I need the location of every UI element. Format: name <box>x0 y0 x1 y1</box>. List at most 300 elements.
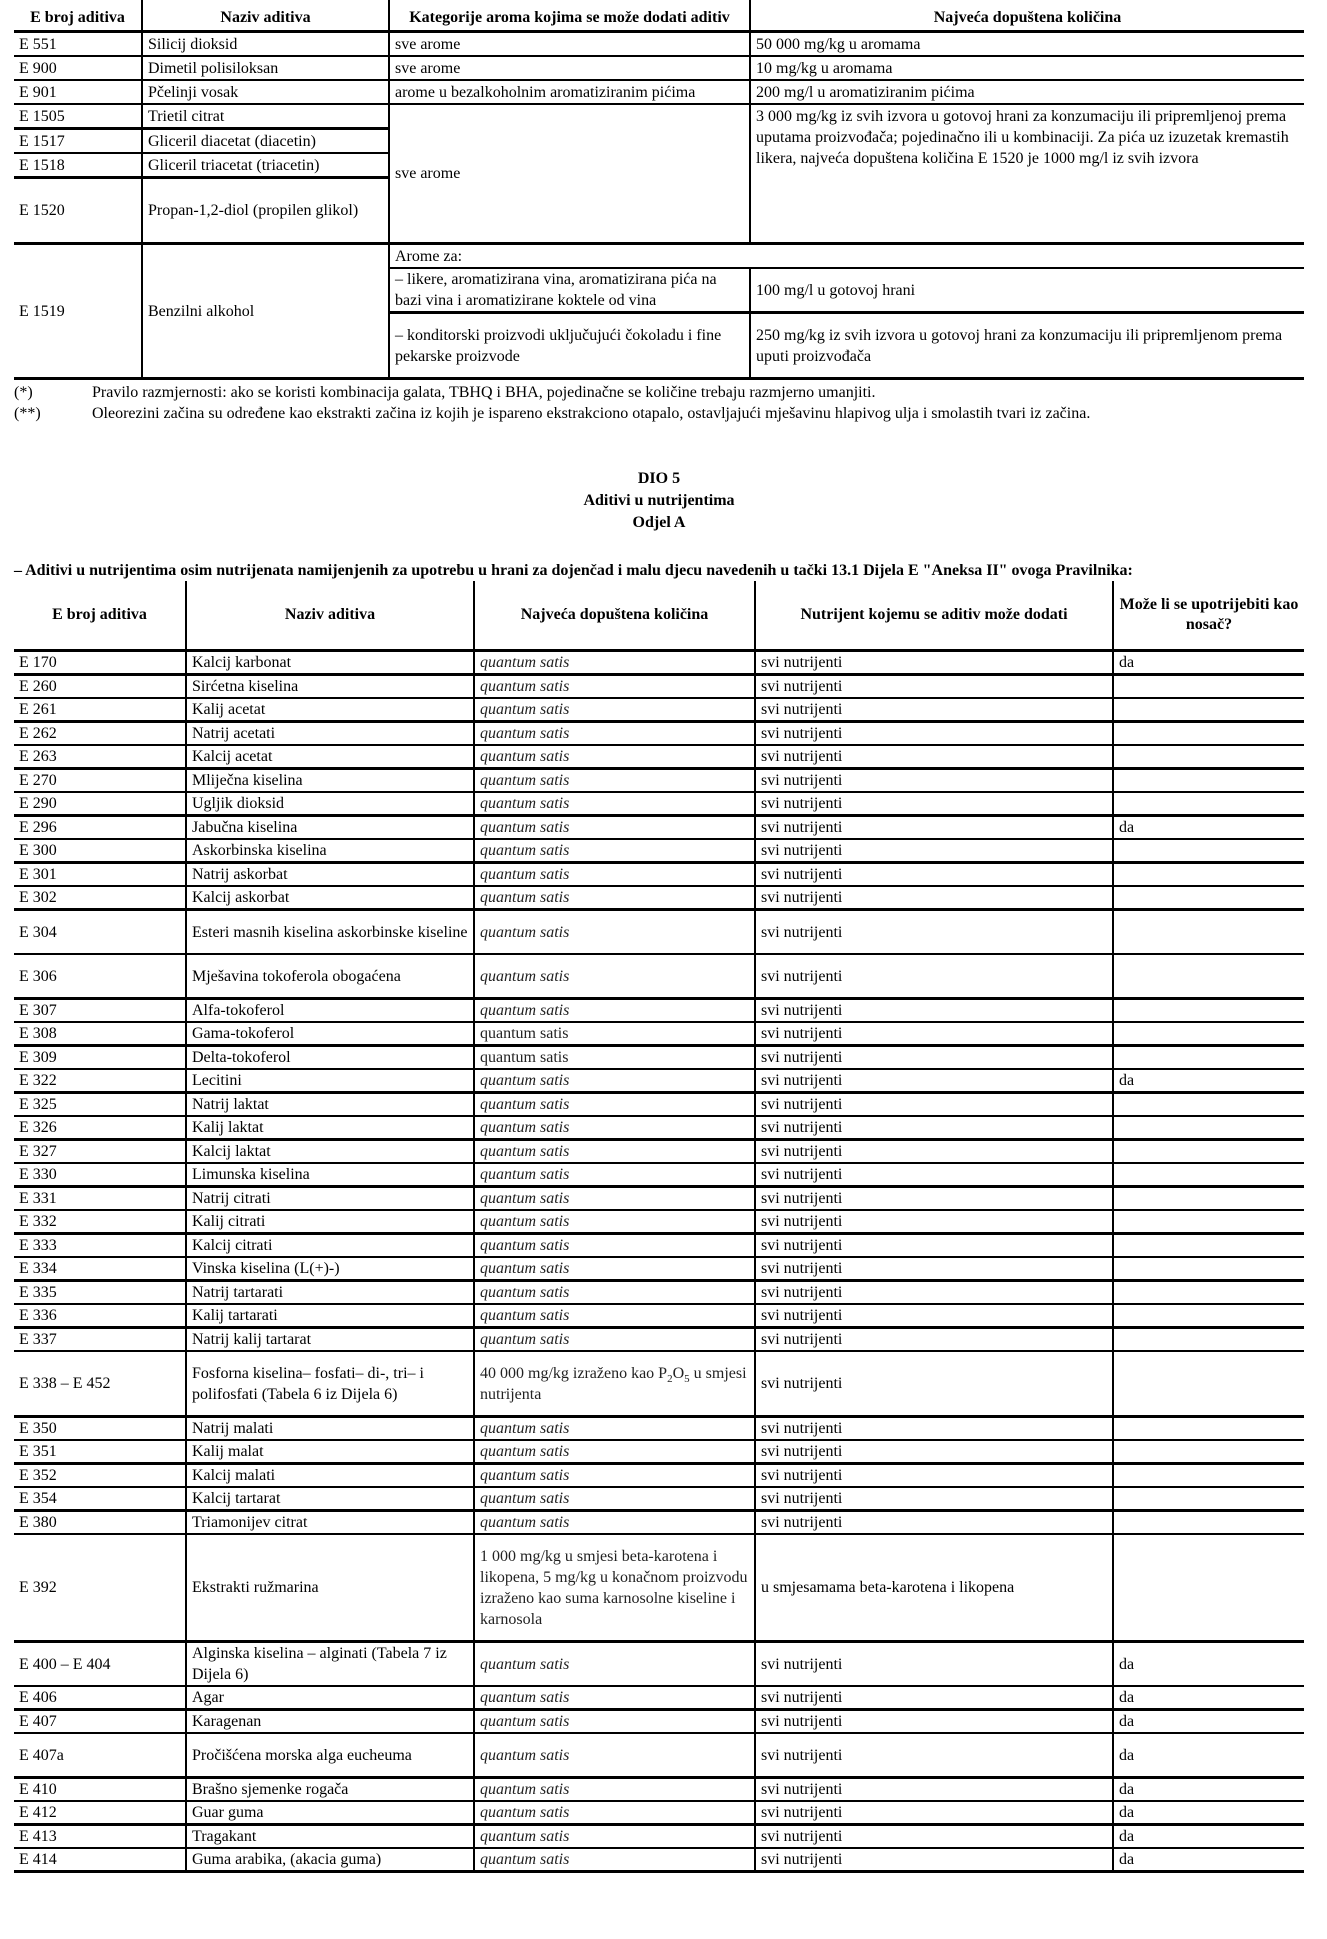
additive-name: Fosforna kiselina– fosfati– di-, tri– i polifosfati (Tabela 6 iz Dijela 6) <box>186 1351 474 1417</box>
additive-name: Delta-tokoferol <box>186 1046 474 1070</box>
table-row <box>14 1351 1304 1417</box>
e-number: E 326 <box>14 1116 186 1140</box>
additive-name: Kalcij askorbat <box>186 886 474 910</box>
table-row <box>14 1778 1304 1802</box>
carrier-flag <box>1113 698 1304 722</box>
nutrient: svi nutrijenti <box>755 1328 1113 1352</box>
table-row <box>14 32 1304 57</box>
e-number: E 262 <box>14 722 186 746</box>
nutrient: svi nutrijenti <box>755 1440 1113 1464</box>
header-nutrient: Nutrijent kojemu se aditiv može dodati <box>755 581 1113 651</box>
e-number: E 270 <box>14 769 186 793</box>
max-level: quantum satis <box>474 1801 755 1825</box>
nutrient: svi nutrijenti <box>755 1304 1113 1328</box>
max-level: quantum satis <box>474 1187 755 1211</box>
additive-name: Triamonijev citrat <box>186 1511 474 1535</box>
flavour-category: – konditorski proizvodi uključujući čokoladu i fine pekarske proizvode <box>389 313 750 379</box>
additive-name: Natrij citrati <box>186 1187 474 1211</box>
e-number: E 1517 <box>14 129 142 154</box>
nutrient: u smjesamama beta-karotena i likopena <box>755 1534 1113 1642</box>
max-level: quantum satis <box>474 1022 755 1046</box>
additive-name: Gliceril diacetat (diacetin) <box>142 129 389 154</box>
max-level: 1 000 mg/kg u smjesi beta-karotena i likopena, 5 mg/kg u konačnom proizvodu izraženo kao suma karnosolne kiseline i karnosola <box>474 1534 755 1642</box>
max-level: quantum satis <box>474 816 755 840</box>
flavour-category: – likere, aromatizirana vina, aromatizirana pića na bazi vina i aromatizirane koktele od vina <box>389 268 750 313</box>
e-number: E 332 <box>14 1210 186 1234</box>
max-level: quantum satis <box>474 1281 755 1305</box>
table-header-row <box>14 0 1304 32</box>
table-row <box>14 1686 1304 1710</box>
carrier-flag: da <box>1113 1825 1304 1849</box>
e-number: E 413 <box>14 1825 186 1849</box>
max-level: quantum satis <box>474 1163 755 1187</box>
additive-name: Jabučna kiselina <box>186 816 474 840</box>
carrier-flag <box>1113 1487 1304 1511</box>
table-row <box>14 675 1304 699</box>
carrier-flag <box>1113 1234 1304 1258</box>
e-number: E 1505 <box>14 104 142 129</box>
max-level: 50 000 mg/kg u aromama <box>750 32 1304 57</box>
e-number: E 296 <box>14 816 186 840</box>
e-number: E 407a <box>14 1733 186 1778</box>
nutrient: svi nutrijenti <box>755 816 1113 840</box>
table-row <box>14 1733 1304 1778</box>
max-level: quantum satis <box>474 910 755 955</box>
additive-name: Benzilni alkohol <box>142 244 389 379</box>
section-intro: – Aditivi u nutrijentima osim nutrijenata namijenjenih za upotrebu u hrani za dojenčad i malu djecu navedenih u tački 13.1 Dijela E "Aneksa II" ovoga Pravilnika: <box>14 562 1133 579</box>
table-row <box>14 1022 1304 1046</box>
carrier-flag <box>1113 1140 1304 1164</box>
table-row <box>14 1046 1304 1070</box>
table-row <box>14 1642 1304 1687</box>
footnote <box>14 403 1304 424</box>
nutrient: svi nutrijenti <box>755 1710 1113 1734</box>
carrier-flag: da <box>1113 1069 1304 1093</box>
nutrient: svi nutrijenti <box>755 1022 1113 1046</box>
header-e-number: E broj aditiva <box>14 0 142 32</box>
nutrient: svi nutrijenti <box>755 1116 1113 1140</box>
nutrient: svi nutrijenti <box>755 1069 1113 1093</box>
document-page <box>14 0 1304 1873</box>
table-row <box>14 1093 1304 1117</box>
table-row <box>14 1710 1304 1734</box>
additive-name: Sirćetna kiselina <box>186 675 474 699</box>
footnote-mark: (**) <box>14 405 41 422</box>
additive-name: Kalcij tartarat <box>186 1487 474 1511</box>
nutrient: svi nutrijenti <box>755 1210 1113 1234</box>
max-level: quantum satis <box>474 1257 755 1281</box>
e-number: E 333 <box>14 1234 186 1258</box>
additive-name: Guar guma <box>186 1801 474 1825</box>
carrier-flag <box>1113 1163 1304 1187</box>
nutrient: svi nutrijenti <box>755 1234 1113 1258</box>
e-number: E 261 <box>14 698 186 722</box>
e-number: E 330 <box>14 1163 186 1187</box>
e-number: E 406 <box>14 1686 186 1710</box>
table-header-row <box>14 581 1304 651</box>
max-level: quantum satis <box>474 698 755 722</box>
max-level: quantum satis <box>474 675 755 699</box>
carrier-flag <box>1113 886 1304 910</box>
max-level: quantum satis <box>474 1069 755 1093</box>
e-number: E 352 <box>14 1464 186 1488</box>
max-level: quantum satis <box>474 839 755 863</box>
table-row <box>14 1140 1304 1164</box>
nutrient: svi nutrijenti <box>755 1417 1113 1441</box>
e-number: E 1520 <box>14 178 142 244</box>
max-level: quantum satis <box>474 1710 755 1734</box>
carrier-flag <box>1113 1511 1304 1535</box>
carrier-flag <box>1113 839 1304 863</box>
additive-name: Natrij malati <box>186 1417 474 1441</box>
e-number: E 412 <box>14 1801 186 1825</box>
carrier-flag <box>1113 1187 1304 1211</box>
max-level: quantum satis <box>474 1642 755 1687</box>
carrier-flag <box>1113 722 1304 746</box>
e-number: E 337 <box>14 1328 186 1352</box>
table-row <box>14 1487 1304 1511</box>
nutrient: svi nutrijenti <box>755 1825 1113 1849</box>
header-e-number: E broj aditiva <box>14 581 186 651</box>
table-row <box>14 1511 1304 1535</box>
carrier-flag <box>1113 1257 1304 1281</box>
max-level: quantum satis <box>474 1046 755 1070</box>
max-level: 3 000 mg/kg iz svih izvora u gotovoj hrani za konzumaciju ili pripremljenoj prema uputama proizvođača; pojedinačno ili u kombinaciji. Za pića uz izuzetak kremastih likera, najveća dopuštena količina E 1520 je 1000 mg/l iz svih izvora <box>750 104 1304 244</box>
carrier-flag: da <box>1113 1801 1304 1825</box>
carrier-flag <box>1113 1440 1304 1464</box>
additive-name: Brašno sjemenke rogača <box>186 1778 474 1802</box>
max-level: quantum satis <box>474 1464 755 1488</box>
table-row <box>14 886 1304 910</box>
carrier-flag: da <box>1113 1642 1304 1687</box>
carrier-flag <box>1113 1464 1304 1488</box>
table-row <box>14 954 1304 999</box>
flavour-category: sve arome <box>389 32 750 57</box>
nutrient: svi nutrijenti <box>755 1778 1113 1802</box>
max-level: quantum satis <box>474 1093 755 1117</box>
max-level: 10 mg/kg u aromama <box>750 56 1304 80</box>
table-row <box>14 1069 1304 1093</box>
max-level: 100 mg/l u gotovoj hrani <box>750 268 1304 313</box>
carrier-flag <box>1113 1351 1304 1417</box>
e-number: E 301 <box>14 863 186 887</box>
footnote-text: Pravilo razmjernosti: ako se koristi kombinacija galata, TBHQ i BHA, pojedinačne se količine trebaju razmjerno umanjiti. <box>92 384 876 401</box>
additive-name: Esteri masnih kiselina askorbinske kiseline <box>186 910 474 955</box>
carrier-flag: da <box>1113 816 1304 840</box>
e-number: E 900 <box>14 56 142 80</box>
max-level: quantum satis <box>474 1116 755 1140</box>
e-number: E 309 <box>14 1046 186 1070</box>
header-max-level: Najveća dopuštena količina <box>750 0 1304 32</box>
table-row <box>14 1417 1304 1441</box>
additive-name: Kalcij laktat <box>186 1140 474 1164</box>
max-level: quantum satis <box>474 792 755 816</box>
additive-name: Kalij acetat <box>186 698 474 722</box>
table-row <box>14 863 1304 887</box>
additive-name: Mješavina tokoferola obogaćena <box>186 954 474 999</box>
carrier-flag: da <box>1113 1778 1304 1802</box>
additive-name: Natrij tartarati <box>186 1281 474 1305</box>
additive-name: Alfa-tokoferol <box>186 999 474 1023</box>
max-level: quantum satis <box>474 1778 755 1802</box>
e-number: E 407 <box>14 1710 186 1734</box>
additive-name: Natrij laktat <box>186 1093 474 1117</box>
footnote-text: Oleorezini začina su određene kao ekstrakti začina iz kojih je ispareno ekstrakciono otapalo, ostavljajući mješavinu hlapivog ulja i smolastih tvari iz začina. <box>92 405 1091 422</box>
e-number: E 410 <box>14 1778 186 1802</box>
nutrient: svi nutrijenti <box>755 1140 1113 1164</box>
carrier-flag <box>1113 1210 1304 1234</box>
max-level: quantum satis <box>474 1487 755 1511</box>
additive-name: Kalcij malati <box>186 1464 474 1488</box>
carrier-flag <box>1113 1046 1304 1070</box>
e-number: E 263 <box>14 745 186 769</box>
nutrient: svi nutrijenti <box>755 839 1113 863</box>
additive-name: Tragakant <box>186 1825 474 1849</box>
footnote-mark: (*) <box>14 384 33 401</box>
e-number: E 290 <box>14 792 186 816</box>
e-number: E 327 <box>14 1140 186 1164</box>
carrier-flag <box>1113 769 1304 793</box>
additive-name: Natrij kalij tartarat <box>186 1328 474 1352</box>
nutrient: svi nutrijenti <box>755 769 1113 793</box>
nutrient: svi nutrijenti <box>755 1642 1113 1687</box>
max-level: quantum satis <box>474 1511 755 1535</box>
header-additive-name: Naziv aditiva <box>142 0 389 32</box>
carrier-flag <box>1113 1093 1304 1117</box>
max-level: quantum satis <box>474 863 755 887</box>
additive-name: Natrij acetati <box>186 722 474 746</box>
e-number: E 302 <box>14 886 186 910</box>
max-level: quantum satis <box>474 722 755 746</box>
table-row <box>14 80 1304 104</box>
table-row <box>14 1464 1304 1488</box>
table-row <box>14 56 1304 80</box>
part-title: DIO 5 <box>637 470 681 487</box>
e-number: E 551 <box>14 32 142 57</box>
e-number: E 334 <box>14 1257 186 1281</box>
additive-name: Kalij malat <box>186 1440 474 1464</box>
e-number: E 331 <box>14 1187 186 1211</box>
nutrient: svi nutrijenti <box>755 1163 1113 1187</box>
table-row <box>14 1116 1304 1140</box>
additive-name: Kalij tartarati <box>186 1304 474 1328</box>
max-level: quantum satis <box>474 1686 755 1710</box>
additive-name: Kalij citrati <box>186 1210 474 1234</box>
max-level: quantum satis <box>474 886 755 910</box>
additive-name: Trietil citrat <box>142 104 389 129</box>
max-level: quantum satis <box>474 651 755 675</box>
table-row <box>14 910 1304 955</box>
flavour-category: sve arome <box>389 104 750 244</box>
carrier-flag: da <box>1113 1733 1304 1778</box>
carrier-flag <box>1113 954 1304 999</box>
e-number: E 354 <box>14 1487 186 1511</box>
additive-name: Dimetil polisiloksan <box>142 56 389 80</box>
footnotes <box>14 382 1304 424</box>
carrier-flag <box>1113 1116 1304 1140</box>
additive-name: Vinska kiselina (L(+)-) <box>186 1257 474 1281</box>
e-number: E 304 <box>14 910 186 955</box>
table-row <box>14 769 1304 793</box>
max-level: quantum satis <box>474 1417 755 1441</box>
additive-name: Ekstrakti ružmarina <box>186 1534 474 1642</box>
nutrient: svi nutrijenti <box>755 1801 1113 1825</box>
carrier-flag <box>1113 745 1304 769</box>
table-row <box>14 698 1304 722</box>
nutrient: svi nutrijenti <box>755 651 1113 675</box>
nutrient: svi nutrijenti <box>755 1686 1113 1710</box>
carrier-flag <box>1113 999 1304 1023</box>
e-number: E 306 <box>14 954 186 999</box>
flavour-category: arome u bezalkoholnim aromatiziranim pićima <box>389 80 750 104</box>
nutrient: svi nutrijenti <box>755 722 1113 746</box>
max-level: quantum satis <box>474 1234 755 1258</box>
nutrient: svi nutrijenti <box>755 1187 1113 1211</box>
e-number: E 322 <box>14 1069 186 1093</box>
nutrient: svi nutrijenti <box>755 1511 1113 1535</box>
table-row <box>14 1801 1304 1825</box>
table-row <box>14 1163 1304 1187</box>
e-number: E 400 – E 404 <box>14 1642 186 1687</box>
nutrient: svi nutrijenti <box>755 863 1113 887</box>
carrier-flag <box>1113 675 1304 699</box>
carrier-flag <box>1113 1534 1304 1642</box>
additive-name: Silicij dioksid <box>142 32 389 57</box>
e-number: E 308 <box>14 1022 186 1046</box>
nutrient: svi nutrijenti <box>755 675 1113 699</box>
table-row <box>14 1304 1304 1328</box>
table-row <box>14 651 1304 675</box>
nutrient: svi nutrijenti <box>755 1733 1113 1778</box>
section-title: Aditivi u nutrijentima <box>583 492 735 509</box>
nutrient: svi nutrijenti <box>755 1848 1113 1872</box>
additive-name: Karagenan <box>186 1710 474 1734</box>
max-level: quantum satis <box>474 745 755 769</box>
nutrient: svi nutrijenti <box>755 910 1113 955</box>
table-row <box>14 816 1304 840</box>
carrier-flag <box>1113 1328 1304 1352</box>
e-number: E 901 <box>14 80 142 104</box>
additive-name: Propan-1,2-diol (propilen glikol) <box>142 178 389 244</box>
nutrient: svi nutrijenti <box>755 1464 1113 1488</box>
table-row <box>14 1328 1304 1352</box>
carrier-flag <box>1113 863 1304 887</box>
table-row-e1519 <box>14 244 1304 269</box>
max-level: quantum satis <box>474 1825 755 1849</box>
nutrient: svi nutrijenti <box>755 1351 1113 1417</box>
flavour-category-intro: Arome za: <box>389 244 1304 269</box>
nutrient: svi nutrijenti <box>755 1093 1113 1117</box>
flavourings-additives-table <box>14 0 1304 380</box>
nutrient: svi nutrijenti <box>755 792 1113 816</box>
additive-name: Mliječna kiselina <box>186 769 474 793</box>
nutrient: svi nutrijenti <box>755 1257 1113 1281</box>
nutrient: svi nutrijenti <box>755 1487 1113 1511</box>
e-number: E 335 <box>14 1281 186 1305</box>
carrier-flag <box>1113 1417 1304 1441</box>
additive-name: Askorbinska kiselina <box>186 839 474 863</box>
section-heading <box>14 468 1304 534</box>
table-row <box>14 104 1304 129</box>
additive-name: Ugljik dioksid <box>186 792 474 816</box>
max-level: quantum satis <box>474 954 755 999</box>
header-max-level: Najveća dopuštena količina <box>474 581 755 651</box>
e-number: E 260 <box>14 675 186 699</box>
additive-name: Pročišćena morska alga eucheuma <box>186 1733 474 1778</box>
e-number: E 338 – E 452 <box>14 1351 186 1417</box>
table-row <box>14 1848 1304 1872</box>
carrier-flag <box>1113 1022 1304 1046</box>
e-number: E 1519 <box>14 244 142 379</box>
e-number: E 170 <box>14 651 186 675</box>
nutrient: svi nutrijenti <box>755 954 1113 999</box>
max-level: quantum satis <box>474 1733 755 1778</box>
table-row <box>14 792 1304 816</box>
e-number: E 350 <box>14 1417 186 1441</box>
additive-name: Limunska kiselina <box>186 1163 474 1187</box>
max-level: 40 000 mg/kg izraženo kao $P_2O_5$ u smjesi nutrijenta <box>474 1351 755 1417</box>
additive-name: Kalcij karbonat <box>186 651 474 675</box>
e-number: E 392 <box>14 1534 186 1642</box>
max-level: quantum satis <box>474 1304 755 1328</box>
nutrient: svi nutrijenti <box>755 886 1113 910</box>
table-row <box>14 722 1304 746</box>
table-row <box>14 1440 1304 1464</box>
carrier-flag: da <box>1113 1848 1304 1872</box>
max-level: quantum satis <box>474 1140 755 1164</box>
additive-name: Pčelinji vosak <box>142 80 389 104</box>
e-number: E 351 <box>14 1440 186 1464</box>
additive-name: Gama-tokoferol <box>186 1022 474 1046</box>
max-level: quantum satis <box>474 999 755 1023</box>
nutrient-additives-body <box>14 651 1304 1872</box>
e-number: E 380 <box>14 1511 186 1535</box>
e-number: E 1518 <box>14 153 142 178</box>
carrier-flag <box>1113 1281 1304 1305</box>
table-row <box>14 1534 1304 1642</box>
e-number: E 307 <box>14 999 186 1023</box>
carrier-flag <box>1113 910 1304 955</box>
table-row <box>14 745 1304 769</box>
e-number: E 336 <box>14 1304 186 1328</box>
table-row <box>14 1210 1304 1234</box>
additive-name: Kalcij acetat <box>186 745 474 769</box>
additive-name: Kalij laktat <box>186 1116 474 1140</box>
table-row <box>14 1281 1304 1305</box>
e-number: E 414 <box>14 1848 186 1872</box>
max-level: 250 mg/kg iz svih izvora u gotovoj hrani za konzumaciju ili pripremljenom prema uputi proizvođača <box>750 313 1304 379</box>
table-row <box>14 1234 1304 1258</box>
carrier-flag: da <box>1113 651 1304 675</box>
additive-name: Kalcij citrati <box>186 1234 474 1258</box>
nutrient: svi nutrijenti <box>755 1046 1113 1070</box>
header-carrier: Može li se upotrijebiti kao nosač? <box>1113 581 1304 651</box>
additive-name: Agar <box>186 1686 474 1710</box>
nutrient: svi nutrijenti <box>755 999 1113 1023</box>
carrier-flag <box>1113 1304 1304 1328</box>
table-row <box>14 839 1304 863</box>
division-title: Odjel A <box>632 514 686 531</box>
e-number: E 300 <box>14 839 186 863</box>
max-level: quantum satis <box>474 1848 755 1872</box>
nutrient-additives-table <box>14 581 1304 1873</box>
table-row <box>14 999 1304 1023</box>
additive-name: Alginska kiselina – alginati (Tabela 7 iz Dijela 6) <box>186 1642 474 1687</box>
max-level: quantum satis <box>474 769 755 793</box>
max-level: quantum satis <box>474 1328 755 1352</box>
e-number: E 325 <box>14 1093 186 1117</box>
carrier-flag: da <box>1113 1710 1304 1734</box>
